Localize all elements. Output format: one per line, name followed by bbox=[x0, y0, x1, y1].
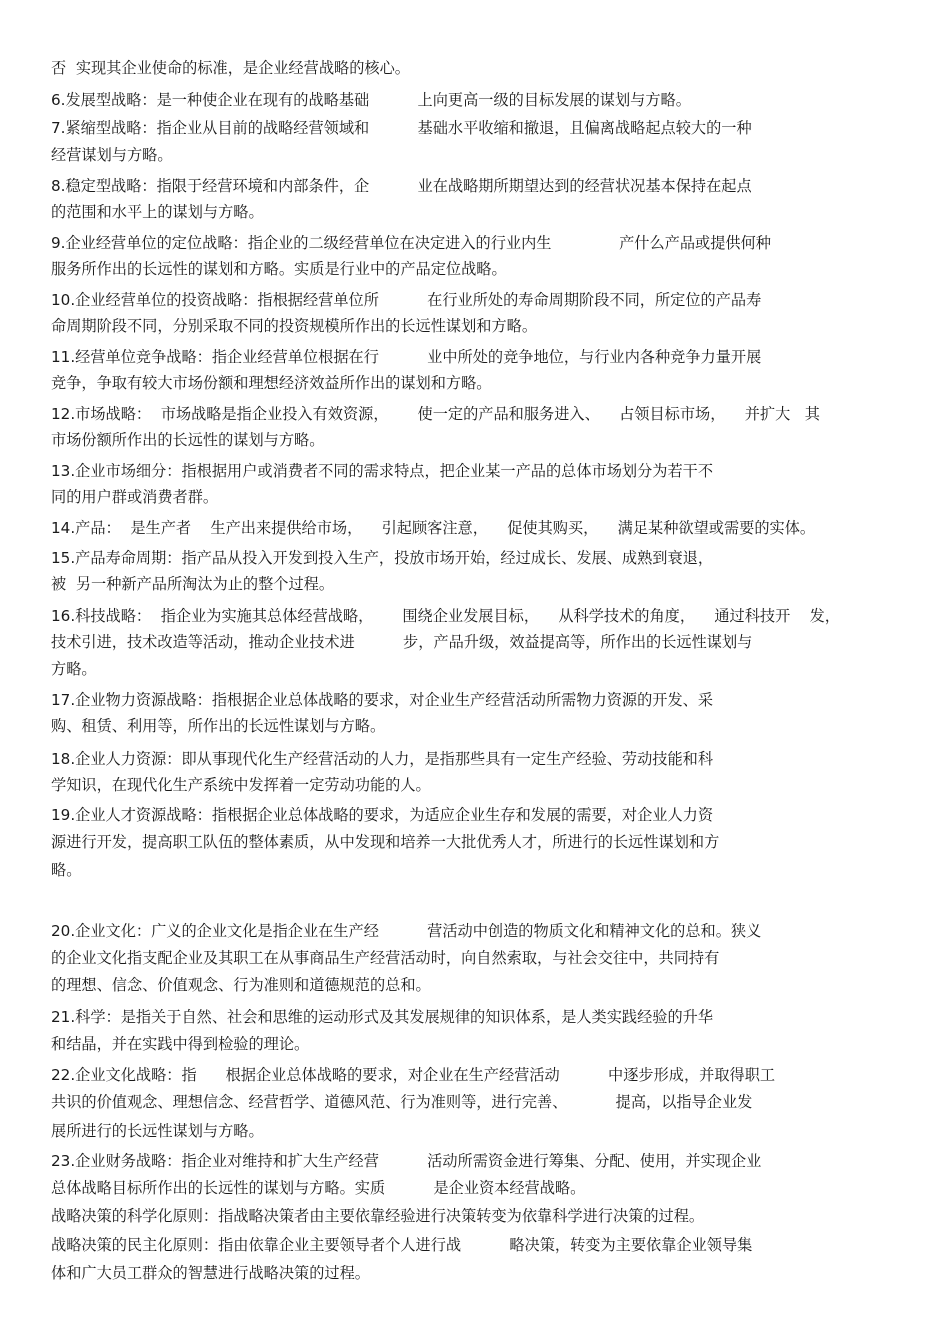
text-line: 源进行开发，提高职工队伍的整体素质，从中发现和培养一大批优秀人才，所进行的长远性谋划和方 bbox=[51, 833, 720, 851]
text-line: 20.企业文化：广义的企业文化是指企业在生产经 营活动中创造的物质文化和精神文化的总和。狭义 bbox=[51, 922, 762, 940]
text-line: 竞争，争取有较大市场份额和理想经济效益所作出的谋划和方略。 bbox=[51, 374, 492, 392]
text-line: 22.企业文化战略：指 根据企业总体战略的要求，对企业在生产经营活动 中逐步形成，并取得职工 bbox=[51, 1066, 776, 1084]
text-line: 战略决策的科学化原则：指战略决策者由主要依靠经验进行决策转变为依靠科学进行决策的过程。 bbox=[51, 1207, 705, 1225]
text-line: 23.企业财务战略：指企业对维持和扩大生产经营 活动所需资金进行筹集、分配、使用，并实现企业 bbox=[51, 1152, 762, 1170]
text-line: 总体战略目标所作出的长远性的谋划与方略。实质 是企业资本经营战略。 bbox=[51, 1179, 586, 1197]
text-line: 17.企业物力资源战略：指根据企业总体战略的要求，对企业生产经营活动所需物力资源的开发、采 bbox=[51, 691, 714, 709]
text-line: 展所进行的长远性谋划与方略。 bbox=[51, 1122, 264, 1140]
text-line: 的范围和水平上的谋划与方略。 bbox=[51, 203, 264, 221]
text-line: 否 实现其企业使命的标准，是企业经营战略的核心。 bbox=[51, 59, 410, 77]
text-line: 经营谋划与方略。 bbox=[51, 146, 173, 164]
text-line: 7.紧缩型战略：指企业从目前的战略经营领域和 基础水平收缩和撤退，且偏离战略起点较大的一种 bbox=[51, 119, 752, 137]
text-line: 服务所作出的长远性的谋划和方略。实质是行业中的产品定位战略。 bbox=[51, 260, 507, 278]
text-line: 方略。 bbox=[51, 660, 97, 678]
text-line: 16.科技战略： 指企业为实施其总体经营战略， 围绕企业发展目标， 从科学技术的角度， 通过科技开 发， bbox=[51, 607, 840, 625]
text-line: 和结晶，并在实践中得到检验的理论。 bbox=[51, 1035, 310, 1053]
text-line: 体和广大员工群众的智慧进行战略决策的过程。 bbox=[51, 1264, 370, 1282]
text-line: 的理想、信念、价值观念、行为准则和道德规范的总和。 bbox=[51, 976, 431, 994]
text-line: 略。 bbox=[51, 861, 82, 879]
text-line: 13.企业市场细分：指根据用户或消费者不同的需求特点，把企业某一产品的总体市场划分为若干不 bbox=[51, 462, 714, 480]
text-line: 21.科学：是指关于自然、社会和思维的运动形式及其发展规律的知识体系，是人类实践经验的升华 bbox=[51, 1008, 714, 1026]
text-line: 11.经营单位竞争战略：指企业经营单位根据在行 业中所处的竞争地位，与行业内各种竞争力量开展 bbox=[51, 348, 762, 366]
text-line: 市场份额所作出的长远性的谋划与方略。 bbox=[51, 431, 325, 449]
text-line: 10.企业经营单位的投资战略：指根据经营单位所 在行业所处的寿命周期阶段不同，所定位的产品寿 bbox=[51, 291, 762, 309]
text-line: 18.企业人力资源：即从事现代化生产经营活动的人力，是指那些具有一定生产经验、劳动技能和科 bbox=[51, 750, 714, 768]
text-line: 被 另一种新产品所淘汰为止的整个过程。 bbox=[51, 575, 335, 593]
text-line: 6.发展型战略：是一种使企业在现有的战略基础 上向更高一级的目标发展的谋划与方略。 bbox=[51, 91, 691, 109]
text-line: 9.企业经营单位的定位战略：指企业的二级经营单位在决定进入的行业内生 产什么产品或提供何种 bbox=[51, 234, 771, 252]
text-line: 共识的价值观念、理想信念、经营哲学、道德风范、行为准则等，进行完善、 提高，以指导企业发 bbox=[51, 1093, 753, 1111]
text-line: 战略决策的民主化原则：指由依靠企业主要领导者个人进行战 略决策，转变为主要依靠企业领导集 bbox=[51, 1236, 753, 1254]
text-line: 命周期阶段不同，分别采取不同的投资规模所作出的长远性谋划和方略。 bbox=[51, 317, 537, 335]
text-line: 14.产品： 是生产者 生产出来提供给市场， 引起顾客注意， 促使其购买， 满足某种欲望或需要的实体。 bbox=[51, 519, 816, 537]
text-line: 15.产品寿命周期：指产品从投入开发到投入生产，投放市场开始，经过成长、发展、成熟到衰退， bbox=[51, 549, 714, 567]
text-line: 的企业文化指支配企业及其职工在从事商品生产经营活动时，向自然索取，与社会交往中，共同持有 bbox=[51, 949, 720, 967]
text-line: 学知识，在现代化生产系统中发挥着一定劳动功能的人。 bbox=[51, 776, 431, 794]
text-line: 19.企业人才资源战略：指根据企业总体战略的要求，为适应企业生存和发展的需要，对企业人力资 bbox=[51, 806, 714, 824]
text-line: 同的用户群或消费者群。 bbox=[51, 488, 219, 506]
text-line: 购、租赁、利用等，所作出的长远性谋划与方略。 bbox=[51, 717, 386, 735]
text-line: 12.市场战略： 市场战略是指企业投入有效资源， 使一定的产品和服务进入、 占领目标市场， 并扩大 其 bbox=[51, 405, 820, 423]
text-line: 技术引进，技术改造等活动，推动企业技术进 步，产品升级，效益提高等，所作出的长远性谋划与 bbox=[51, 633, 753, 651]
text-line: 8.稳定型战略：指限于经营环境和内部条件，企 业在战略期所期望达到的经营状况基本保持在起点 bbox=[51, 177, 752, 195]
